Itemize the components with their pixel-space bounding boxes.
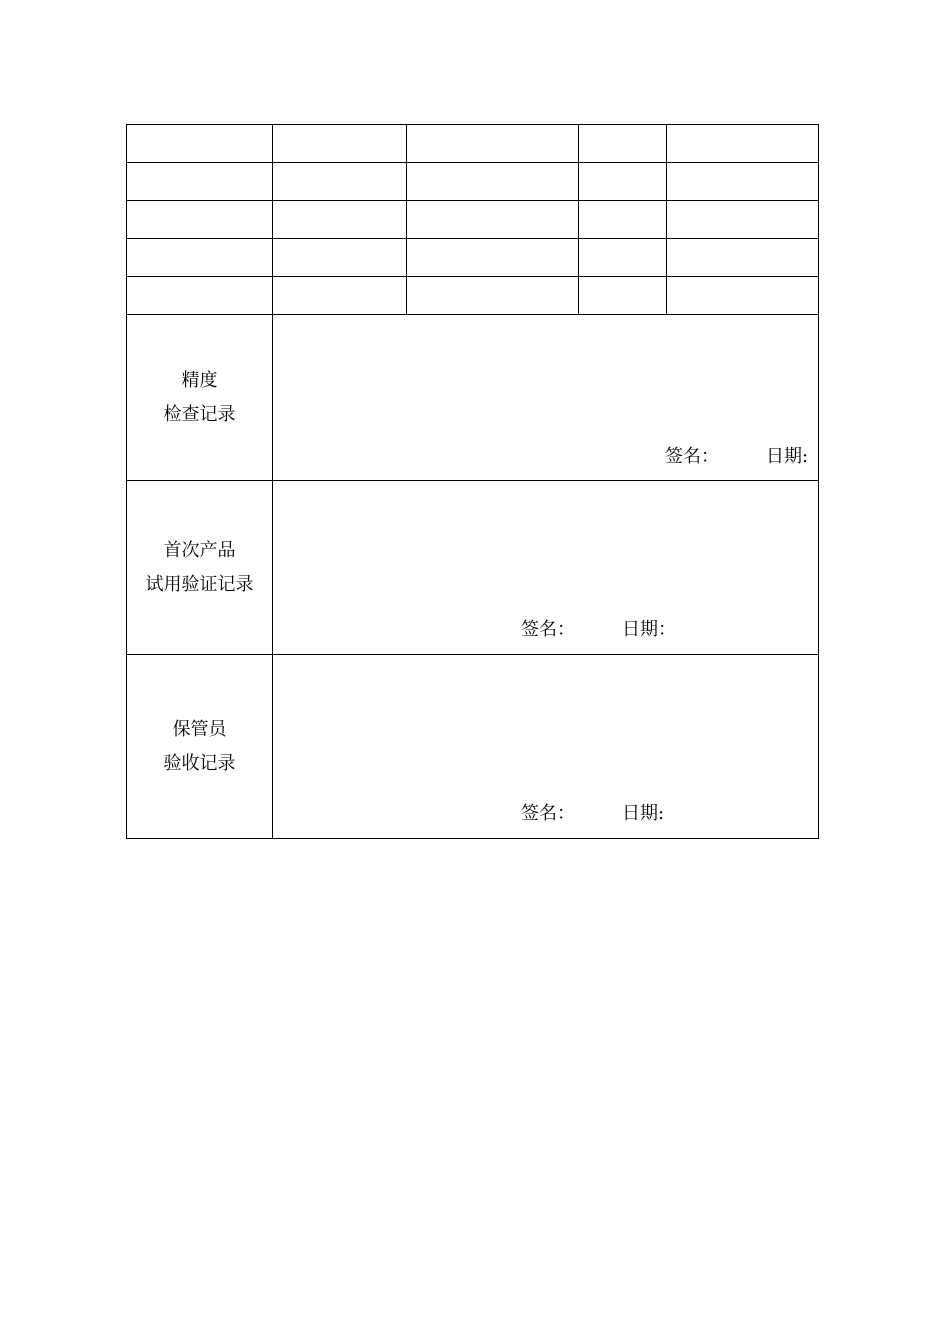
table-cell[interactable]	[407, 125, 579, 163]
table-cell[interactable]	[127, 277, 273, 315]
first-product-label-cell	[127, 481, 273, 655]
table-row	[127, 239, 819, 277]
table-cell[interactable]	[579, 201, 667, 239]
table-cell[interactable]	[273, 201, 407, 239]
table-cell[interactable]	[579, 239, 667, 277]
table-cell[interactable]	[407, 239, 579, 277]
table-cell[interactable]	[667, 125, 819, 163]
keeper-date-label: 日期:	[622, 803, 665, 824]
keeper-label-line2: 验收记录	[163, 752, 236, 774]
precision-label-line2: 检查记录	[163, 403, 236, 425]
first-product-section-row	[127, 481, 819, 655]
first-product-date-label: 日期：	[622, 619, 676, 640]
first-product-label-line2: 试用验证记录	[145, 573, 254, 595]
keeper-label-line1: 保管员	[172, 718, 227, 740]
table-cell[interactable]	[127, 163, 273, 201]
keeper-section-row	[127, 655, 819, 839]
table-cell[interactable]	[667, 277, 819, 315]
table-cell[interactable]	[273, 277, 407, 315]
first-product-sign-label: 签名：	[521, 619, 575, 640]
table-cell[interactable]	[667, 239, 819, 277]
precision-date-label: 日期:	[766, 446, 809, 467]
table-cell[interactable]	[407, 277, 579, 315]
first-product-content-cell[interactable]	[273, 481, 819, 655]
precision-section-row	[127, 315, 819, 481]
table-cell[interactable]	[579, 163, 667, 201]
table-cell[interactable]	[407, 201, 579, 239]
first-product-label-line1: 首次产品	[163, 539, 236, 561]
table-cell[interactable]	[273, 125, 407, 163]
table-cell[interactable]	[127, 125, 273, 163]
table-row	[127, 163, 819, 201]
precision-label-cell	[127, 315, 273, 481]
precision-label-line1: 精度	[181, 369, 218, 391]
table-cell[interactable]	[273, 239, 407, 277]
table-cell[interactable]	[127, 239, 273, 277]
keeper-content-cell[interactable]	[273, 655, 819, 839]
precision-content-cell[interactable]	[273, 315, 819, 481]
table-cell[interactable]	[667, 163, 819, 201]
keeper-sign-label: 签名：	[521, 803, 575, 824]
keeper-label-cell	[127, 655, 273, 839]
table-cell[interactable]	[407, 163, 579, 201]
table-cell[interactable]	[273, 163, 407, 201]
table-cell[interactable]	[579, 277, 667, 315]
table-row	[127, 125, 819, 163]
table-cell[interactable]	[127, 201, 273, 239]
precision-sign-label: 签名：	[665, 446, 719, 467]
record-form-table	[126, 124, 819, 839]
table-cell[interactable]	[579, 125, 667, 163]
table-cell[interactable]	[667, 201, 819, 239]
table-row	[127, 201, 819, 239]
table-row	[127, 277, 819, 315]
